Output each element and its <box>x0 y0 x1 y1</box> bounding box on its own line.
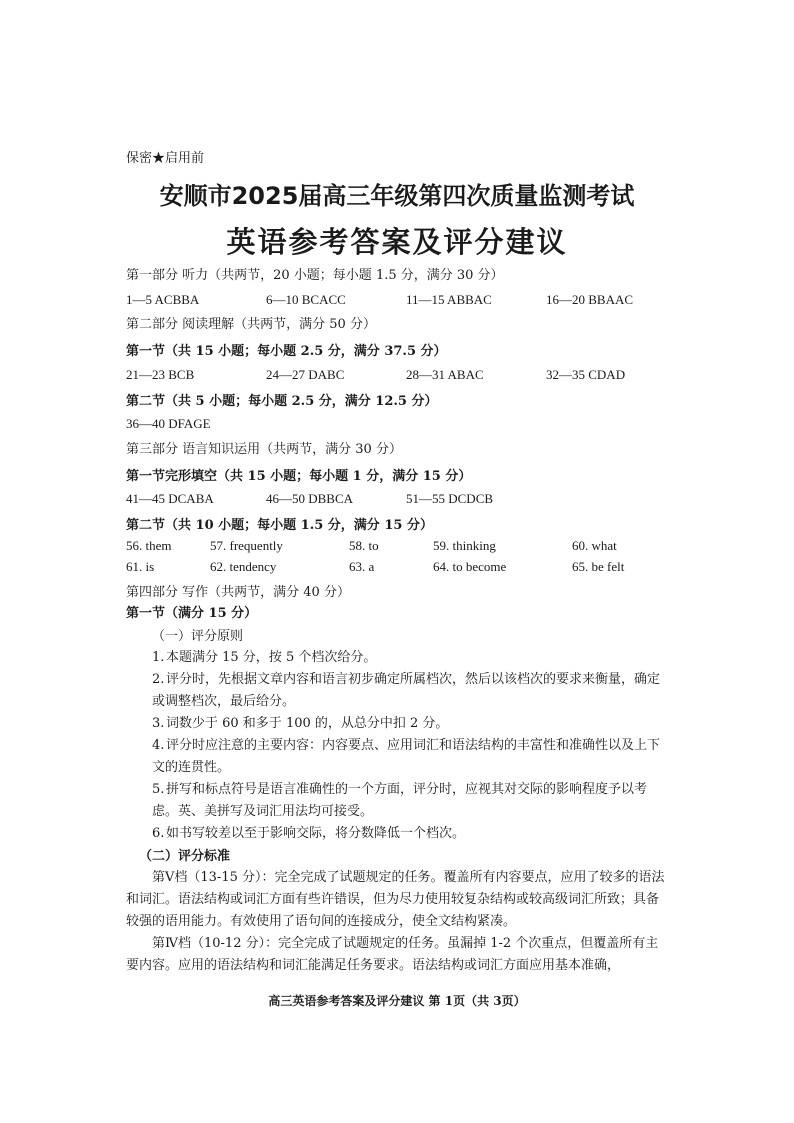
grade4-text: 第Ⅳ档（10-12 分）：完全完成了试题规定的任务。虽漏掉 1-2 个次重点，但覆盖所有主要内容。应用的语法结构和词汇能满足任务要求。语法结构或词汇方面应用基本准确， <box>126 936 659 973</box>
fill-answer: 58. to <box>349 538 379 553</box>
fill-answer: 64. to become <box>433 559 507 574</box>
document-title: 英语参考答案及评分建议 <box>226 225 568 259</box>
fill-answer: 56. them <box>126 538 172 553</box>
standards-heading: （二）评分标准 <box>139 849 231 864</box>
fill-answer: 60. what <box>572 538 617 553</box>
principle-item: 6. 如书写较差以至于影响交际，将分数降低一个档次。 <box>152 826 466 841</box>
part3-heading: 第三部分 语言知识运用（共两节，满分 30 分） <box>126 442 402 457</box>
principle-item: 4. 评分时应注意的主要内容：内容要点、应用词汇和语法结构的丰富性和准确性以及上下文的连贯性。 <box>152 738 661 775</box>
fill-answer: 61. is <box>126 559 155 574</box>
answer-group: 1—5 ACBBA <box>126 292 200 307</box>
exam-title: 安顺市2025届高三年级第四次质量监测考试 <box>159 182 635 210</box>
part2-sec1-heading: 第一节（共 15 小题；每小题 2.5 分，满分 37.5 分） <box>126 344 447 359</box>
answer-group: 36—40 DFAGE <box>126 416 211 431</box>
part3-sec1-heading: 第一节完形填空（共 15 小题；每小题 1 分，满分 15 分） <box>126 469 472 484</box>
principle-item: 1. 本题满分 15 分，按 5 个档次给分。 <box>152 650 377 665</box>
part1-heading: 第一部分 听力（共两节，20 小题；每小题 1.5 分，满分 30 分） <box>126 268 504 283</box>
fill-answer: 62. tendency <box>210 559 277 574</box>
grade5-text: 第Ⅴ档（13-15 分）：完全完成了试题规定的任务。覆盖所有内容要点，应用了较多的语法和词汇。语法结构或词汇方面有些许错误，但为尽力使用较复杂结构或较高级词汇所致；具备较强的语用能力。有效使用了语句间的连接成分，使全文结构紧凑。 <box>126 870 665 929</box>
answer-group: 41—45 DCABA <box>126 491 214 506</box>
part2-sec2-heading: 第二节（共 5 小题；每小题 2.5 分，满分 12.5 分） <box>126 394 438 409</box>
fill-answer: 59. thinking <box>433 538 496 553</box>
principle-item: 5. 拼写和标点符号是语言准确性的一个方面，评分时，应视其对交际的影响程度予以考虑。英、美拼写及词汇用法均可接受。 <box>152 782 648 819</box>
principle-item: 3. 词数少于 60 和多于 100 的，从总分中扣 2 分。 <box>152 716 449 731</box>
answer-group: 21—23 BCB <box>126 367 195 382</box>
principles-heading: （一）评分原则 <box>152 629 244 644</box>
part2-heading: 第二部分 阅读理解（共两节，满分 50 分） <box>126 317 376 332</box>
part4-heading: 第四部分 写作（共两节，满分 40 分） <box>126 585 350 600</box>
answer-group: 46—50 DBBCA <box>266 491 354 506</box>
confidential-mark: 保密★启用前 <box>126 151 205 166</box>
answer-group: 16—20 BBAAC <box>546 292 634 307</box>
fill-answer: 63. a <box>349 559 375 574</box>
page-footer: 高三英语参考答案及评分建议 第 1页（共 3页） <box>268 994 526 1008</box>
answer-group: 6—10 BCACC <box>266 292 346 307</box>
part4-sec1-heading: 第一节（满分 15 分） <box>126 606 258 621</box>
answer-group: 51—55 DCDCB <box>406 491 494 506</box>
fill-answer: 65. be felt <box>572 559 625 574</box>
part3-sec2-heading: 第二节（共 10 小题；每小题 1.5 分，满分 15 分） <box>126 518 433 533</box>
answer-group: 24—27 DABC <box>266 367 345 382</box>
principle-item: 2. 评分时，先根据文章内容和语言初步确定所属档次，然后以该档次的要求来衡量，确定或调整档次，最后给分。 <box>152 672 661 709</box>
answer-group: 11—15 ABBAC <box>406 292 492 307</box>
answer-group: 32—35 CDAD <box>546 367 626 382</box>
answer-group: 28—31 ABAC <box>406 367 484 382</box>
fill-answer: 57. frequently <box>210 538 283 553</box>
